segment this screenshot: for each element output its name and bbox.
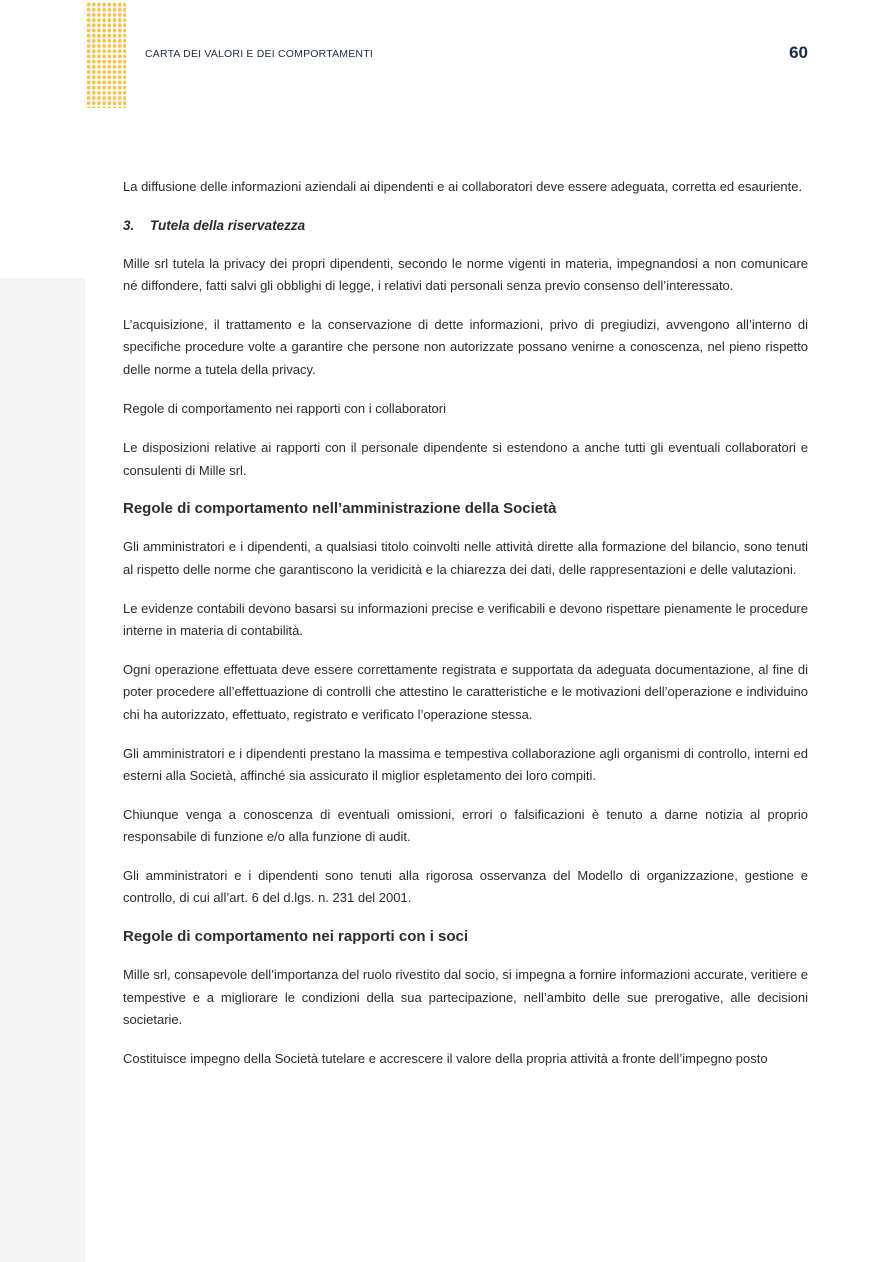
section-title: Tutela della riservatezza <box>150 217 306 233</box>
page-body <box>123 176 808 1086</box>
section-heading-riservatezza <box>123 215 808 237</box>
paragraph-admin-6: Gli amministratori e i dipendenti sono tenuti alla rigorosa osservanza del Modello di organizzazione, gestione e controllo, di cui all’art. 6 del d.lgs. n. 231 del 2001. <box>123 867 808 906</box>
paragraph-admin-1: Gli amministratori e i dipendenti, a qualsiasi titolo coinvolti nelle attività dirette alla formazione del bilancio, sono tenuti al rispetto delle norme che garantiscono la veridicità e la chiarezza dei dati, delle rappresentazioni e delle valutazioni. <box>123 539 808 577</box>
dot-pattern-decoration <box>86 2 126 108</box>
paragraph-soci-2: Costituisce impegno della Società tutelare e accrescere il valore della propria attività a fronte dell’impegno posto <box>123 1050 768 1066</box>
paragraph-admin-3: Ogni operazione effettuata deve essere correttamente registrata e supportata da adeguata documentazione, al fine di poter procedere all’effettuazione di controlli che attestino le caratteristiche e le motivazioni dell’operazione e individuino chi ha autorizzato, effettuato, registrato e verificato l’operazione stessa. <box>123 661 808 722</box>
paragraph-intro: La diffusione delle informazioni aziendali ai dipendenti e ai collaboratori deve essere adeguata, corretta ed esauriente. <box>123 179 803 194</box>
side-band <box>0 278 85 1262</box>
paragraph-privacy-2: L’acquisizione, il trattamento e la conservazione di dette informazioni, privo di pregiudizi, avvengono all’interno di specifiche procedure volte a garantire che persone non autorizzate possano venirne a conoscenza, nel pieno rispetto delle norme a tutela della privacy. <box>123 316 808 377</box>
paragraph-admin-5: Chiunque venga a conoscenza di eventuali omissioni, errori o falsificazioni è tenuto a darne notizia al proprio responsabile di funzione e/o alla funzione di audit. <box>123 806 808 845</box>
heading-amministrazione: Regole di comportamento nell’amministrazione della Società <box>123 500 557 518</box>
document-title: CARTA DEI VALORI E DEI COMPORTAMENTI <box>145 48 373 60</box>
paragraph-soci-1: Mille srl, consapevole dell’importanza del ruolo rivestito dal socio, si impegna a fornire informazioni accurate, veritiere e tempestive e a migliorare le condizioni della sua partecipazione, nell’ambito delle sue prerogative, alle decisioni societarie. <box>123 967 808 1028</box>
paragraph-privacy-1: Mille srl tutela la privacy dei propri dipendenti, secondo le norme vigenti in materia, impegnandosi a non comunicare né diffondere, fatti salvi gli obblighi di legge, i relativi dati personali senza previo consenso dell’interessato. <box>123 255 808 294</box>
heading-soci: Regole di comportamento nei rapporti con i soci <box>123 928 469 946</box>
paragraph-collaboratori-heading: Regole di comportamento nei rapporti con i collaboratori <box>123 400 447 416</box>
section-number: 3. <box>123 217 135 233</box>
paragraph-admin-2: Le evidenze contabili devono basarsi su informazioni precise e verificabili e devono rispettare pienamente le procedure interne in materia di contabilità. <box>123 600 808 639</box>
page-number: 60 <box>789 43 808 62</box>
paragraph-collaboratori: Le disposizioni relative ai rapporti con il personale dipendente si estendono a anche tutti gli eventuali collaboratori e consulenti di Mille srl. <box>123 440 808 478</box>
paragraph-admin-4: Gli amministratori e i dipendenti prestano la massima e tempestiva collaborazione agli organismi di controllo, interni ed esterni alla Società, affinché sia assicurato il miglior espletamento dei loro compiti. <box>123 745 808 784</box>
